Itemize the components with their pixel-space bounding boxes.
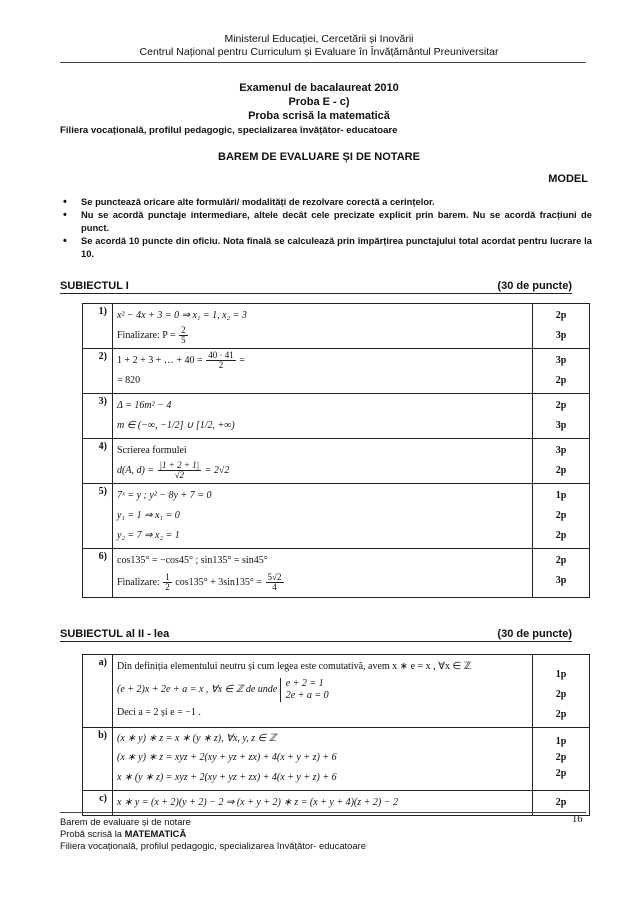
points-value: 3p bbox=[555, 355, 567, 366]
solution-cell bbox=[113, 304, 533, 349]
model-label: MODEL bbox=[548, 173, 588, 185]
solution-line: (x ∗ y) ∗ z = x ∗ (y ∗ z), ∀x, y, z ∈ ℤ bbox=[117, 733, 277, 744]
points-value: 1p bbox=[555, 669, 567, 680]
fraction bbox=[266, 573, 284, 592]
section-title: SUBIECTUL I bbox=[60, 280, 129, 292]
solution-line: Δ = 16m² − 4 bbox=[117, 400, 172, 411]
points-cell bbox=[533, 484, 590, 549]
points-value: 3p bbox=[555, 445, 567, 456]
section-subiect-1-header bbox=[60, 280, 572, 294]
item-number: 5) bbox=[83, 484, 113, 549]
solution-text: Finalizare: P = bbox=[117, 330, 176, 341]
instruction-item: • Se acordă 10 puncte din oficiu. Nota finală se calculează prin împărțirea punctajului total acordat pentru lucrare la 10. bbox=[60, 235, 592, 260]
numerator: 5√2 bbox=[267, 572, 282, 583]
header-center: Centrul Național pentru Curriculum și Evaluare în Învățământul Preuniversitar bbox=[139, 46, 499, 58]
equation: 2e + a = 0 bbox=[285, 689, 329, 701]
points-value: 2p bbox=[555, 465, 567, 476]
points-cell bbox=[533, 439, 590, 484]
solution-cell bbox=[113, 349, 533, 394]
denominator: 2 bbox=[165, 582, 170, 593]
table-row bbox=[83, 655, 590, 728]
points-cell bbox=[533, 549, 590, 598]
table-row bbox=[83, 549, 590, 598]
fraction bbox=[179, 326, 188, 345]
item-number: 3) bbox=[83, 394, 113, 439]
points-value: 2p bbox=[555, 797, 567, 808]
points-value: 2p bbox=[555, 510, 567, 521]
table-row bbox=[83, 728, 590, 791]
subiect-1-table bbox=[82, 303, 590, 598]
solution-cell bbox=[113, 394, 533, 439]
solution-cell bbox=[113, 439, 533, 484]
solution-line: m ∈ (−∞, −1/2] ∪ [1/2, +∞) bbox=[117, 420, 235, 431]
solution-line bbox=[117, 461, 528, 481]
points-value: 2p bbox=[555, 709, 567, 720]
equation-system bbox=[280, 678, 329, 702]
table-row bbox=[83, 394, 590, 439]
solution-line: x ∗ (y ∗ z) = xyz + 2(xy + yz + zx) + 4(x + y + z) + 6 bbox=[117, 772, 337, 783]
item-number: 4) bbox=[83, 439, 113, 484]
solution-line: = 820 bbox=[117, 375, 141, 386]
exam-title: Examenul de bacalaureat 2010 bbox=[239, 82, 399, 94]
item-number: c) bbox=[83, 791, 113, 816]
points-value: 2p bbox=[555, 375, 567, 386]
section-title: SUBIECTUL al II - lea bbox=[60, 628, 170, 640]
exam-proba: Proba E - c) bbox=[288, 96, 350, 108]
table-row bbox=[83, 439, 590, 484]
header-ministry: Ministerul Educației, Cercetării și Inovării bbox=[224, 33, 414, 45]
solution-line: x² − 4x + 3 = 0 ⇒ x₁ = 1, x₂ = 3 bbox=[117, 310, 247, 321]
footer-subject: MATEMATICĂ bbox=[124, 828, 187, 839]
table-row bbox=[83, 484, 590, 549]
footer-line-3: Filiera vocațională, profilul pedagogic, specializarea învățător- educatoare bbox=[60, 840, 366, 851]
solution-line: x ∗ y = (x + 2)(y + 2) − 2 ⇒ (x + y + 2) ∗ z = (x + y + 4)(z + 2) − 2 bbox=[117, 797, 398, 808]
points-cell bbox=[533, 394, 590, 439]
solution-line: (x ∗ y) ∗ z = xyz + 2(xy + yz + zx) + 4(x + y + z) + 6 bbox=[117, 752, 337, 763]
solution-cell bbox=[113, 655, 533, 728]
denominator: 5 bbox=[181, 335, 186, 346]
points-value: 3p bbox=[555, 420, 567, 431]
points-value: 1p bbox=[555, 490, 567, 501]
solution-line: y₁ = 1 ⇒ x₁ = 0 bbox=[117, 510, 180, 521]
solution-cell bbox=[113, 549, 533, 598]
points-value: 3p bbox=[555, 575, 567, 586]
points-value: 2p bbox=[555, 530, 567, 541]
numerator: 40 · 41 bbox=[208, 350, 234, 361]
solution-line bbox=[117, 677, 528, 703]
points-value: 3p bbox=[555, 330, 567, 341]
solution-line bbox=[117, 351, 528, 371]
fraction bbox=[158, 461, 202, 480]
points-value: 1p bbox=[555, 736, 567, 747]
solution-line: 7ˣ = y ; y² − 8y + 7 = 0 bbox=[117, 490, 212, 501]
points-cell bbox=[533, 304, 590, 349]
section-points: (30 de puncte) bbox=[497, 280, 572, 292]
points-cell bbox=[533, 655, 590, 728]
solution-line: Din definiția elementului neutru și cum legea este comutativă, avem x ∗ e = x , ∀x ∈ ℤ bbox=[117, 661, 472, 672]
footer-text: Probă scrisă la bbox=[60, 828, 125, 839]
fraction bbox=[206, 351, 236, 370]
solution-text: Finalizare: bbox=[117, 577, 160, 588]
section-points: (30 de puncte) bbox=[497, 628, 572, 640]
solution-line bbox=[117, 571, 528, 595]
exam-filiera: Filiera vocațională, profilul pedagogic, specializarea învățător- educatoare bbox=[60, 125, 398, 136]
points-cell bbox=[533, 349, 590, 394]
solution-line: cos135° = −cos45° ; sin135° = sin45° bbox=[117, 555, 268, 566]
denominator: 4 bbox=[272, 582, 277, 593]
solution-text: = bbox=[239, 355, 245, 366]
exam-subtitle: Proba scrisă la matematică bbox=[248, 110, 390, 122]
points-value: 2p bbox=[555, 768, 567, 779]
numerator: |1 + 2 + 1| bbox=[159, 460, 200, 471]
subiect-2-table bbox=[82, 654, 590, 816]
solution-text: cos135° + 3sin135° = bbox=[175, 577, 263, 588]
solution-line: y₂ = 7 ⇒ x₂ = 1 bbox=[117, 530, 180, 541]
numerator: 1 bbox=[165, 572, 170, 583]
footer-line-1: Barem de evaluare și de notare bbox=[60, 816, 191, 827]
section-subiect-2-header bbox=[60, 628, 572, 642]
points-value: 2p bbox=[555, 689, 567, 700]
item-number: 1) bbox=[83, 304, 113, 349]
item-number: 2) bbox=[83, 349, 113, 394]
solution-line bbox=[117, 326, 528, 346]
solution-text: (e + 2)x + 2e + a = x , ∀x ∈ ℤ de unde bbox=[117, 684, 278, 695]
instruction-item: • Nu se acordă punctaje intermediare, altele decât cele precizate explicit prin barem. Nu se acordă fracțiuni de punct. bbox=[60, 209, 592, 234]
table-row bbox=[83, 349, 590, 394]
solution-cell bbox=[113, 728, 533, 791]
points-value: 2p bbox=[555, 752, 567, 763]
denominator: 2 bbox=[218, 360, 224, 371]
item-number: a) bbox=[83, 655, 113, 728]
numerator: 2 bbox=[181, 325, 186, 336]
item-number: 6) bbox=[83, 549, 113, 598]
solution-text: = 2√2 bbox=[204, 465, 230, 476]
item-number: b) bbox=[83, 728, 113, 791]
denominator: √2 bbox=[174, 470, 185, 481]
points-value: 2p bbox=[555, 310, 567, 321]
instruction-item: • Se punctează oricare alte formulări/ modalități de rezolvare corectă a cerințelor. bbox=[60, 196, 592, 208]
header-divider bbox=[60, 62, 586, 63]
solution-cell bbox=[113, 484, 533, 549]
page-number: 16 bbox=[572, 814, 583, 825]
footer-line-2 bbox=[60, 828, 186, 840]
solution-text: 1 + 2 + 3 + … + 40 = bbox=[117, 355, 203, 366]
equation: e + 2 = 1 bbox=[285, 677, 324, 689]
instructions-list bbox=[60, 196, 592, 261]
points-value: 2p bbox=[555, 400, 567, 411]
fraction bbox=[163, 573, 172, 592]
points-cell bbox=[533, 728, 590, 791]
barem-title: BAREM DE EVALUARE ȘI DE NOTARE bbox=[218, 151, 420, 163]
points-value: 2p bbox=[555, 555, 567, 566]
footer-divider bbox=[60, 812, 586, 813]
solution-text: d(A, d) = bbox=[117, 465, 155, 476]
table-row bbox=[83, 304, 590, 349]
solution-line: Scrierea formulei bbox=[117, 445, 187, 456]
solution-line: Deci a = 2 și e = −1 . bbox=[117, 707, 201, 718]
